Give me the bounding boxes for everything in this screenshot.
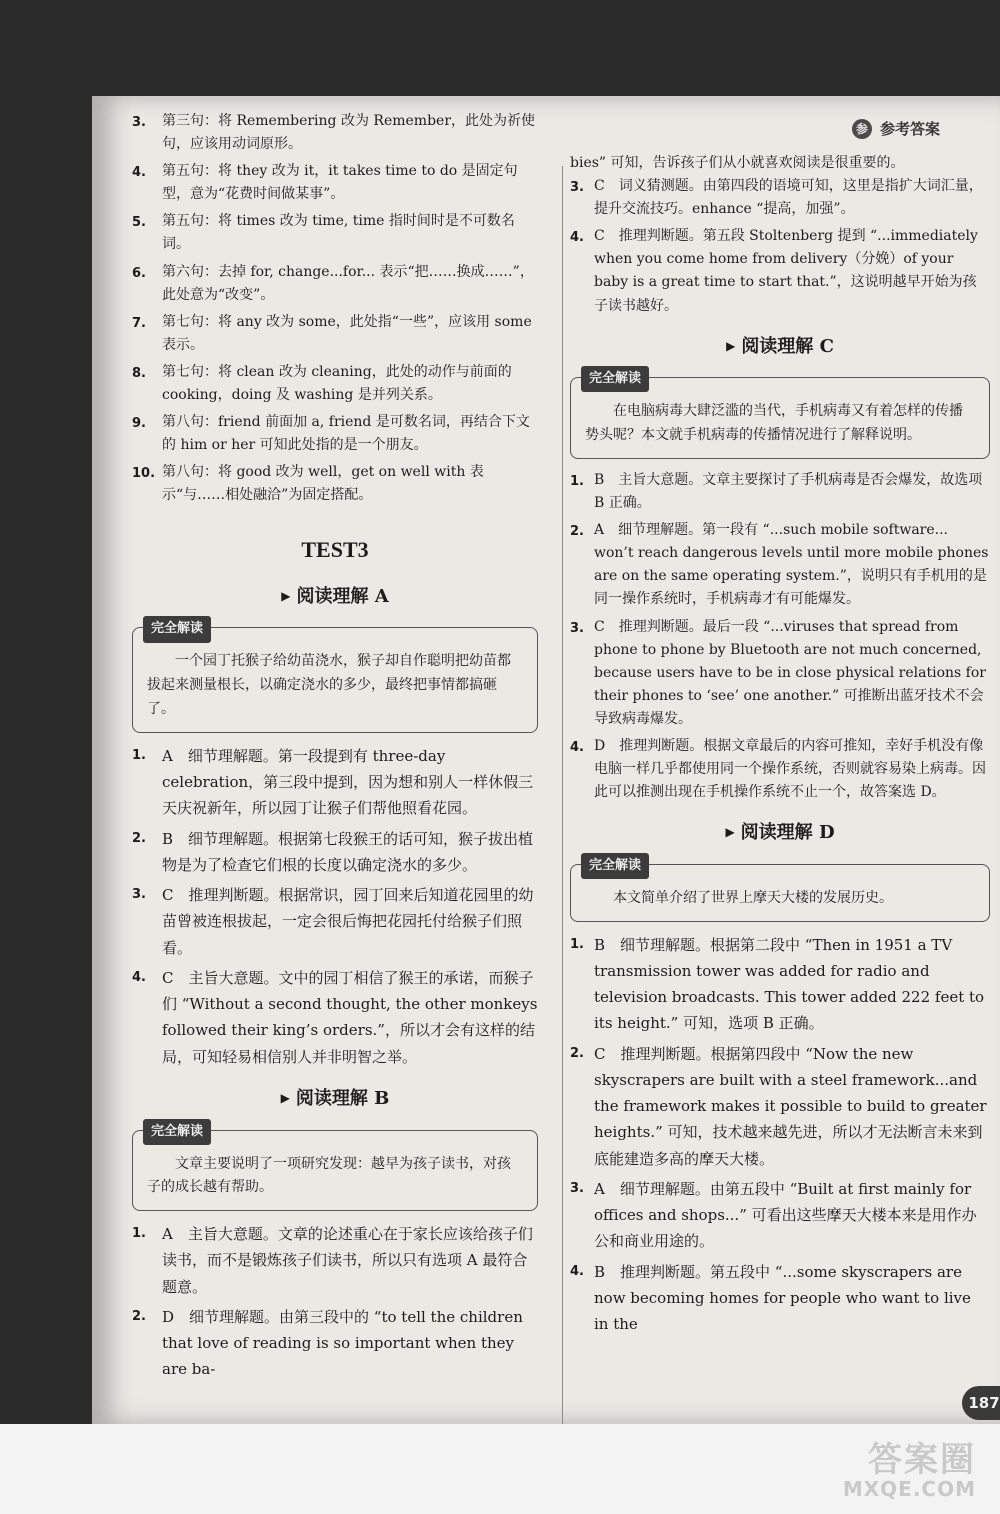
section-b-continued (570, 152, 990, 318)
answer-item: 2. B 细节理解题。根据第七段猴王的话可知，猴子拔出植物是为了检查它们根的长度以确定浇水的多少。 (132, 829, 534, 874)
answer-item: 4. D 推理判断题。根据文章最后的内容可推知，幸好手机没有像电脑一样几乎都使用同一个操作系统，否则就容易染上病毒。因此可以推测出现在手机操作系统不止一个，故答案选 D。 (570, 737, 986, 801)
section-a (132, 582, 538, 1070)
summary-tag: 完全解读 (581, 366, 649, 392)
play-arrow-icon: ▶ (280, 1090, 290, 1105)
answer-item: 4. C 推理判断题。第五段 Stoltenberg 提到 “...immediately when you come home from delivery（分娩）of your baby is a great time to start that.”，这说明越早开始为孩子读书越好。 (570, 228, 978, 314)
summary-tag: 完全解读 (143, 1119, 211, 1145)
answer-item: 1. B 主旨大意题。文章主要探讨了手机病毒是否会爆发，故选项 B 正确。 (570, 471, 983, 512)
answer-item: 2. D 细节理解题。由第三段中的 “to tell the children that love of reading is so important when they are ba- (132, 1307, 523, 1379)
play-arrow-icon: ▶ (726, 338, 736, 353)
answer-item: 2. A 细节理解题。第一段有 “...such mobile software... won’t reach dangerous levels until more mobile phones are on the same operating system.”，说明只有手机用的是同一操作系统时，手机病毒才有可能爆发。 (570, 522, 989, 608)
list-item: 4. 第五句：将 they 改为 it，it takes time to do 是固定句型，意为“花费时间做某事”。 (132, 163, 518, 203)
page-header (852, 118, 940, 139)
section-c (570, 332, 990, 805)
summary-tag: 完全解读 (143, 616, 211, 642)
summary-text: 文章主要说明了一项研究发现：越早为孩子读书，对孩子的成长越有帮助。 (147, 1155, 511, 1196)
answer-key-icon: 参 (852, 119, 872, 139)
answer-item: 2. C 推理判断题。根据第四段中 “Now the new skyscrapers are built with a steel framework...and the framework makes it possible to build to greater heights.” 可知，技术越来越先进，所以才无法断言未来到底能建造多高的摩天大楼。 (570, 1044, 987, 1168)
summary-box (132, 1123, 538, 1212)
header-title: 参考答案 (879, 120, 940, 138)
section-b (132, 1084, 538, 1383)
answer-item: 1. A 主旨大意题。文章的论述重心在于家长应该给孩子们读书，而不是锻炼孩子们读书，所以只有选项 A 最符合题意。 (132, 1225, 533, 1296)
section-title: ▶ 阅读理解 B (280, 1087, 390, 1109)
summary-box (570, 857, 990, 922)
answer-item: 1. B 细节理解题。根据第二段中 “Then in 1951 a TV transmission tower was added for radio and television broadcasts. This tower added 222 feet to its height.” 可知，选项 B 正确。 (570, 935, 985, 1033)
summary-text: 一个园丁托猴子给幼苗浇水，猴子却自作聪明把幼苗都拔起来测量根长，以确定浇水的多少，最终把事情都搞砸了。 (147, 653, 511, 718)
page-number: 187 (962, 1386, 1000, 1420)
answer-item: 1. A 细节理解题。第一段提到有 three-day celebration，第三段中提到，因为想和别人一样休假三天庆祝新年，所以园丁让猴子们帮他照看花园。 (132, 746, 534, 818)
answer-item: 3. C 推理判断题。最后一段 “...viruses that spread from phone to phone by Bluetooth are not much concerned, because users have to be in close physical relations for their phones to ‘see’ one another.” 可推断出蓝牙技术不会导致病毒爆发。 (570, 618, 986, 727)
answer-item: 4. C 主旨大意题。文中的园丁相信了猴王的承诺，而猴子们 “Without a second thought, the other monkeys followed their king’s orders.”，所以才会有这样的结局，可知轻易相信别人并非明智之举。 (132, 968, 538, 1066)
continued-text: bies” 可知，告诉孩子们从小就喜欢阅读是很重要的。 (570, 155, 905, 171)
list-item: 8. 第七句：将 clean 改为 cleaning，此处的动作与前面的 cooking，doing 及 washing 是并列关系。 (132, 363, 512, 404)
summary-text: 在电脑病毒大肆泛滥的当代，手机病毒又有着怎样的传播势头呢？本文就手机病毒的传播情况进行了解释说明。 (585, 403, 963, 444)
answer-item: 3. C 推理判断题。根据常识，园丁回来后知道花园里的幼苗曾被连根拔起，一定会很后悔把花园托付给猴子们照看。 (132, 886, 534, 957)
list-item: 5. 第五句：将 times 改为 time, time 指时间时是不可数名词。 (132, 213, 515, 253)
play-arrow-icon: ▶ (725, 825, 735, 840)
answer-item: 4. B 推理判断题。第五段中 “...some skyscrapers are now becoming homes for people who want to live in the (570, 1262, 971, 1334)
answer-item: 3. A 细节理解题。由第五段中 “Built at first mainly for offices and shops...” 可看出这些摩天大楼本来是用作办公和商业用途的。 (570, 1179, 977, 1251)
summary-box (570, 371, 990, 459)
watermark-logo-text: 答案圈 (868, 1440, 976, 1480)
summary-box (132, 621, 538, 732)
summary-tag: 完全解读 (581, 853, 649, 879)
play-arrow-icon: ▶ (281, 588, 291, 603)
column-divider (562, 166, 563, 1456)
right-column (570, 152, 990, 1341)
answer-item: 3. C 词义猜测题。由第四段的语境可知，这里是指扩大词汇量，提升交流技巧。enhance “提高，加强”。 (570, 178, 983, 218)
left-column (132, 110, 538, 1387)
summary-text: 本文简单介绍了世界上摩天大楼的发展历史。 (613, 889, 893, 906)
site-watermark (786, 1432, 976, 1504)
section-title: ▶ 阅读理解 C (726, 335, 834, 357)
page (92, 96, 1000, 1424)
section-d (570, 818, 990, 1337)
list-item: 6. 第六句：去掉 for, change...for... 表示“把……换成……”，此处意为“改变”。 (132, 263, 534, 303)
test-title: TEST3 (301, 536, 369, 562)
list-item: 9. 第八句：friend 前面加 a, friend 是可数名词，再结合下文的 him or her 可知此处指的是一个朋友。 (132, 414, 530, 454)
watermark-domain: MXQE.COM (842, 1477, 976, 1501)
section-title: ▶ 阅读理解 A (281, 585, 389, 607)
list-item: 10. 第八句：将 good 改为 well，get on well with 表示“与……相处融洽”为固定搭配。 (132, 464, 484, 504)
section-title: ▶ 阅读理解 D (725, 822, 835, 844)
list-item: 3. 第三句：将 Remembering 改为 Remember，此处为祈使句，应该用动词原形。 (132, 113, 536, 153)
list-item: 7. 第七句：将 any 改为 some，此处指“一些”，应该用 some 表示。 (132, 313, 532, 353)
correction-list (132, 110, 538, 508)
